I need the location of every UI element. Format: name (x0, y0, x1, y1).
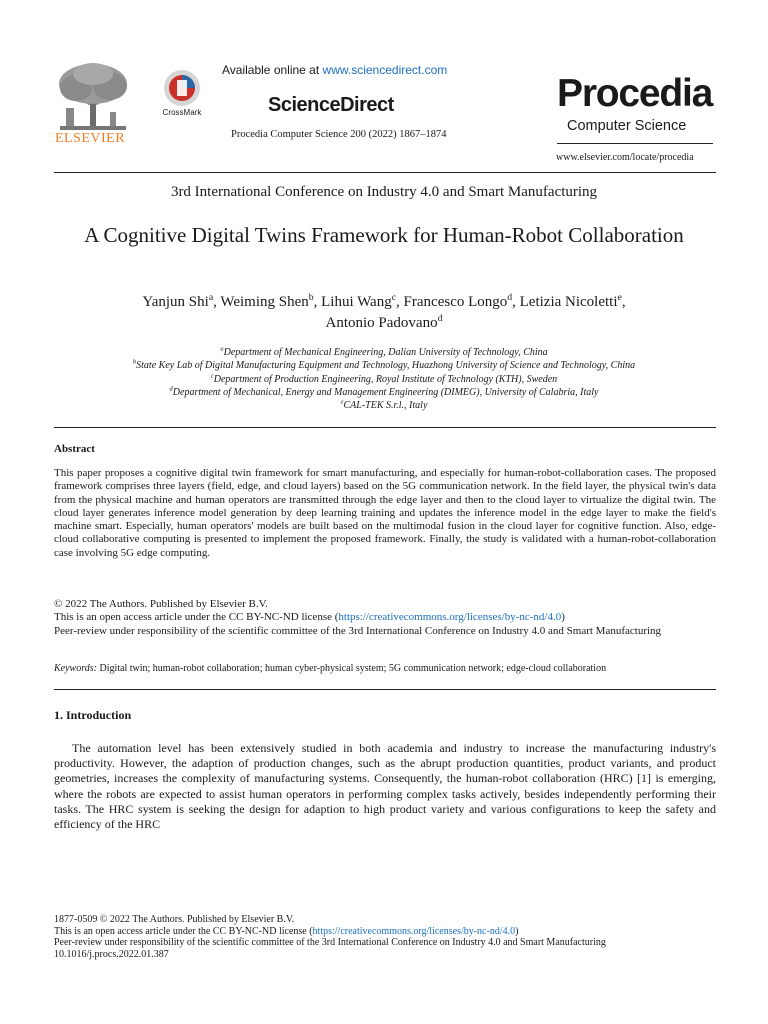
copyright-line: © 2022 The Authors. Published by Elsevier B.V. (54, 598, 268, 610)
abstract-bottom-divider (54, 689, 716, 690)
author: Lihui Wang$^c$, (321, 292, 404, 310)
conference-name: 3rd International Conference on Industry 4.0 and Smart Manufacturing (170, 184, 598, 200)
keywords-line (54, 663, 716, 674)
author: Francesco Longo$^d$, (403, 292, 520, 310)
footer-license-line: This is an open access article under the CC BY-NC-ND license (https://creativecommons.org/licenses/by-nc-nd/4.0) (54, 925, 519, 937)
doi-line[interactable]: 10.1016/j.procs.2022.01.387 (54, 949, 169, 961)
keywords-label: Keywords: (54, 663, 97, 674)
affiliation-list (0, 346, 768, 412)
affiliation: $^b$State Key Lab of Digital Manufacturing Equipment and Technology, Huazhong University of Science and Technology, China (132, 358, 636, 372)
available-prefix: Available online at (222, 63, 323, 77)
abstract-top-divider (54, 427, 716, 428)
journal-reference: Procedia Computer Science 200 (2022) 1867–1874 (231, 129, 447, 140)
section-heading-introduction: 1. Introduction (54, 708, 132, 722)
peer-review-line: Peer-review under responsibility of the scientific committee of the 3rd International Conference on Industry 4.0 and Smart Manufacturing (54, 624, 662, 637)
abstract-body: This paper proposes a cognitive digital twin framework for smart manufacturing, and especially for human-robot-collaboration cases. The proposed framework comprises three layers (field, edge, and cloud layers) based on the 5G communication network. In the field layer, the physical twin's data from the physical machine and human operators are transmitted through the edge layer and then to the cloud layer to virtualize the digital twin. The cloud layer generates inference model generation by deep learning training and updates the inference model in the edge layer to make the field's machine smart. Especially, human operators' models are built based on the multimodal fusion in the cloud layer for cognitive function. Also, edge-cloud collaborative computing is presented to implement the proposed framework. Finally, the study is validated with a human-robot-collaboration case involving 5G edge computing. (54, 467, 716, 559)
license-line: This is an open access article under the CC BY-NC-ND license (https://creativecommons.org/licenses/by-nc-nd/4.0) (54, 611, 565, 624)
footer-peer-review: Peer-review under responsibility of the scientific committee of the 3rd International Conference on Industry 4.0 and Smart Manufacturing (54, 937, 606, 949)
affiliation: $^e$CAL-TEK S.r.l., Italy (340, 398, 428, 412)
procedia-logo (557, 71, 713, 144)
author: Yanjun Shi$^a$, (142, 292, 221, 310)
procedia-subtitle: Computer Science (567, 118, 687, 134)
author: Weiming Shen$^b$, (220, 292, 322, 310)
license-link[interactable]: https://creativecommons.org/licenses/by-nc-nd/4.0 (338, 611, 562, 624)
sciencedirect-brand: ScienceDirect (268, 94, 394, 116)
crossmark-badge[interactable] (160, 68, 204, 120)
footer-notes (54, 914, 716, 961)
paper-title: A Cognitive Digital Twins Framework for Human-Robot Collaboration (84, 223, 684, 247)
crossmark-label: CrossMark (162, 108, 202, 117)
author: Letizia Nicoletti$^e$, (519, 292, 626, 310)
introduction-body: The automation level has been extensively studied in both academia and industry to increase the manufacturing industry's productivity. However, the adaption of production changes, such as the abrupt production quantities, product variants, and product geometries, increases the complexity of manufacturing systems. Consequently, the human-robot collaboration (HRC) [1] is emerging, where the robots are expected to assist human operators in performing complex tasks actively, besides independently performing their tasks. The HRC system is seeking the design for adaption to high product variety and various configurations to keep the safety and efficiency of the HRC (54, 741, 716, 832)
available-online-line (222, 63, 447, 77)
author-list (64, 292, 704, 334)
affiliation: $^a$Department of Mechanical Engineering, Dalian University of Technology, China (220, 345, 548, 358)
affiliation: $^d$Department of Mechanical, Energy and Management Engineering (DIMEG), University of Calabria, Italy (169, 385, 599, 398)
issn-line: 1877-0509 © 2022 The Authors. Published by Elsevier B.V. (54, 914, 295, 925)
abstract-heading: Abstract (54, 443, 95, 455)
keywords-text: Digital twin; human-robot collaboration; human cyber-physical system; 5G communication network; edge-cloud collaboration (99, 663, 607, 674)
footer-license-link[interactable]: https://creativecommons.org/licenses/by-nc-nd/4.0 (312, 925, 516, 937)
procedia-title: Procedia (557, 72, 713, 115)
author: Antonio Padovano$^d$ (325, 313, 443, 331)
sciencedirect-link[interactable]: www.sciencedirect.com (322, 63, 448, 77)
elsevier-wordmark: ELSEVIER (54, 131, 126, 146)
elsevier-locate-url[interactable]: www.elsevier.com/locate/procedia (556, 152, 694, 163)
copyright-block (54, 598, 716, 638)
header-divider (54, 172, 716, 173)
affiliation: $^c$Department of Production Engineering, Royal Institute of Technology (KTH), Sweden (210, 372, 558, 385)
crossmark-icon (160, 68, 204, 108)
